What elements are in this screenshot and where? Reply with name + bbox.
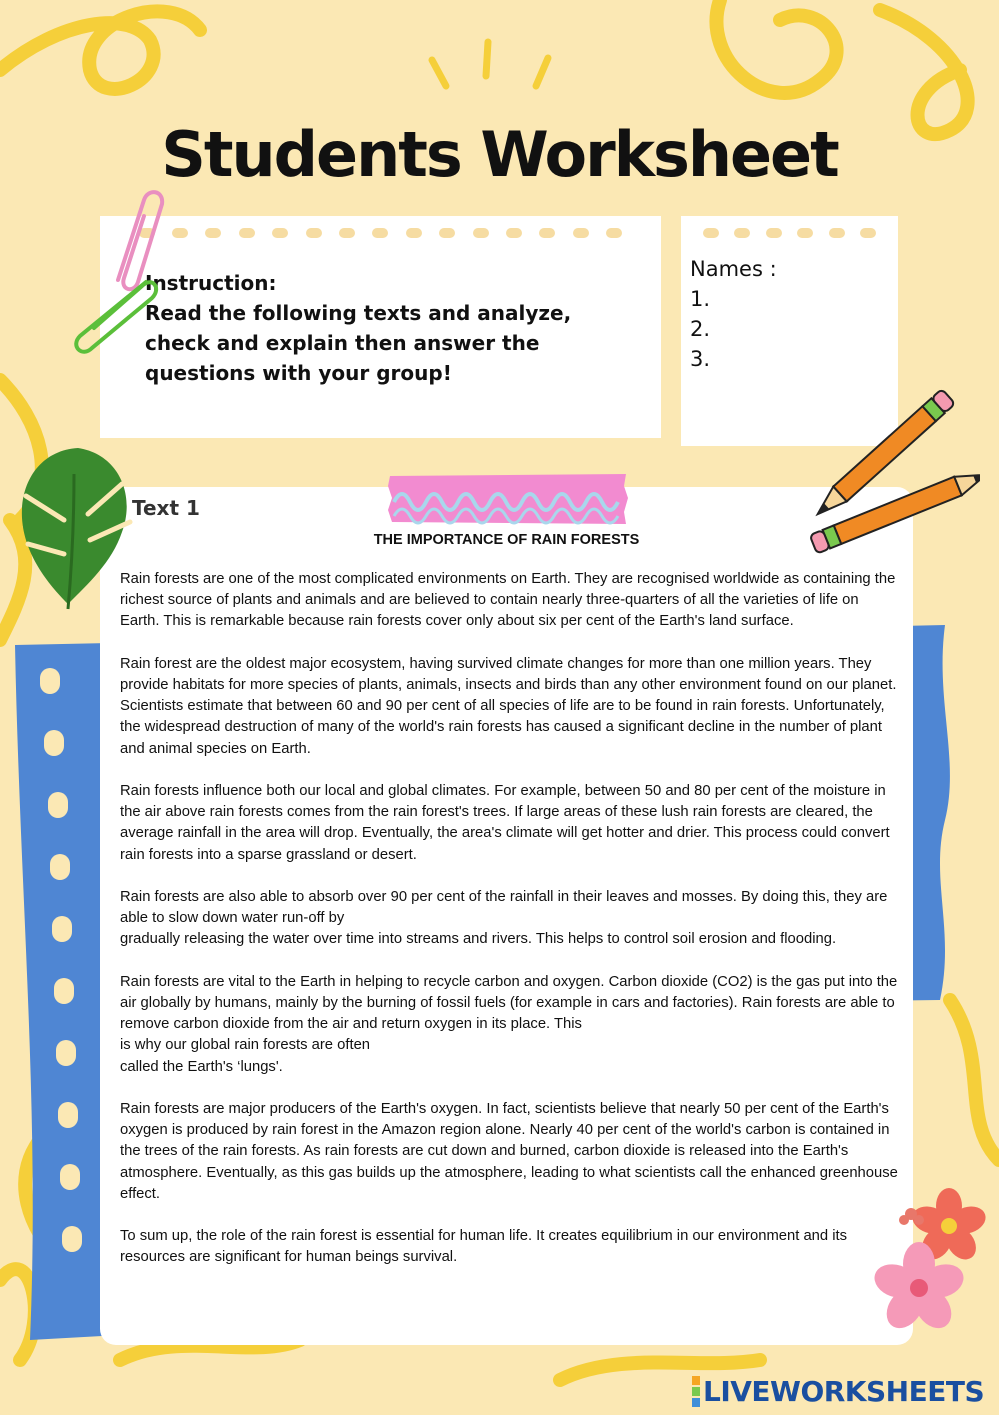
pencils-icon — [780, 356, 980, 556]
instruction-heading: Instruction: — [145, 271, 277, 295]
paragraph: To sum up, the role of the rain forest is essential for human life. It creates equilibrium in our environment and its resources are significant for human beings survival. — [120, 1228, 848, 1266]
paragraph: Rain forests are also able to absorb over 90 per cent of the rainfall in their leaves and mosses. By doing this, they are able to slow down water run-off by gradually releasing the water over time into streams and rivers. This helps to control soil erosion and flooding. — [120, 889, 888, 948]
article-body — [120, 569, 900, 1290]
text-label: Text 1 — [132, 496, 200, 520]
logo-text: LIVEWORKSHEETS — [703, 1375, 985, 1408]
names-list — [690, 254, 777, 374]
text-card — [100, 487, 913, 1345]
paragraph: Rain forest are the oldest major ecosystem, having survived climate changes for more than one million years. They provide habitats for more species of plants, animals, insects and birds than any other environment found on our planet. Scientists estimate that between 60 and 90 per cent of all species of life are to be found in rain forests. Unfortunately, the widespread destruction of many of the world's rain forests has caused a significant decline in the number of plant and animal species on Earth. — [120, 655, 897, 757]
liveworksheets-logo[interactable] — [692, 1375, 984, 1408]
flower-icon — [849, 1186, 999, 1356]
names-label: Names : — [690, 257, 777, 281]
instruction-text — [145, 268, 625, 388]
paragraph: Rain forests influence both our local and global climates. For example, between 50 and 80 per cent of the moisture in the air above rain forests comes from the rain forest's trees. If large areas of these lush rain forests are cleared, the average rainfall in the area will drop. Eventually, the area's climate will get hotter and drier. This process could convert rain forests into a sparse grassland or desert. — [120, 783, 890, 863]
paper-clip-icon — [66, 186, 186, 356]
note-holes — [681, 228, 898, 238]
instruction-body: Read the following texts and analyze, check and explain then answer the questions with your group! — [145, 301, 572, 385]
logo-mark-icon — [692, 1375, 700, 1408]
article-title: THE IMPORTANCE OF RAIN FORESTS — [373, 532, 640, 548]
washi-tape-decoration — [388, 472, 628, 526]
paragraph: Rain forests are major producers of the Earth's oxygen. In fact, scientists believe that nearly 50 per cent of the Earth's oxygen is produced by rain forest in the Amazon region alone. Nearly 40 per cent of the world's carbon is contained in the trees of the rain forests. As rain forests are cut down and burned, carbon dioxide is released into the Earth's atmosphere. Eventually, as this gas builds up the atmosphere, leading to what scientists call the enhanced greenhouse effect. — [120, 1101, 898, 1202]
name-line-2[interactable]: 2. — [690, 317, 711, 341]
paragraph: Rain forests are vital to the Earth in helping to recycle carbon and oxygen. Carbon dioxide (CO2) is the gas put into the air globally by humans, mainly by the burning of fossil fuels (for example in cars and factories). Rain forests are able to remove carbon dioxide from the air and return oxygen in its place. This is why our global rain forests are often called the Earth's ‘lungs'. — [120, 973, 898, 1075]
leaf-icon — [18, 444, 138, 614]
page-title: Students Worksheet — [161, 118, 838, 191]
name-line-3[interactable]: 3. — [690, 347, 711, 371]
name-line-1[interactable]: 1. — [690, 287, 711, 311]
paragraph: Rain forests are one of the most complicated environments on Earth. They are recognised worldwide as containing the richest source of plants and animals and are believed to contain nearly three-quarters of all the varieties of life on Earth. This is remarkable because rain forests cover only about six per cent of the Earth's land surface. — [120, 571, 896, 630]
